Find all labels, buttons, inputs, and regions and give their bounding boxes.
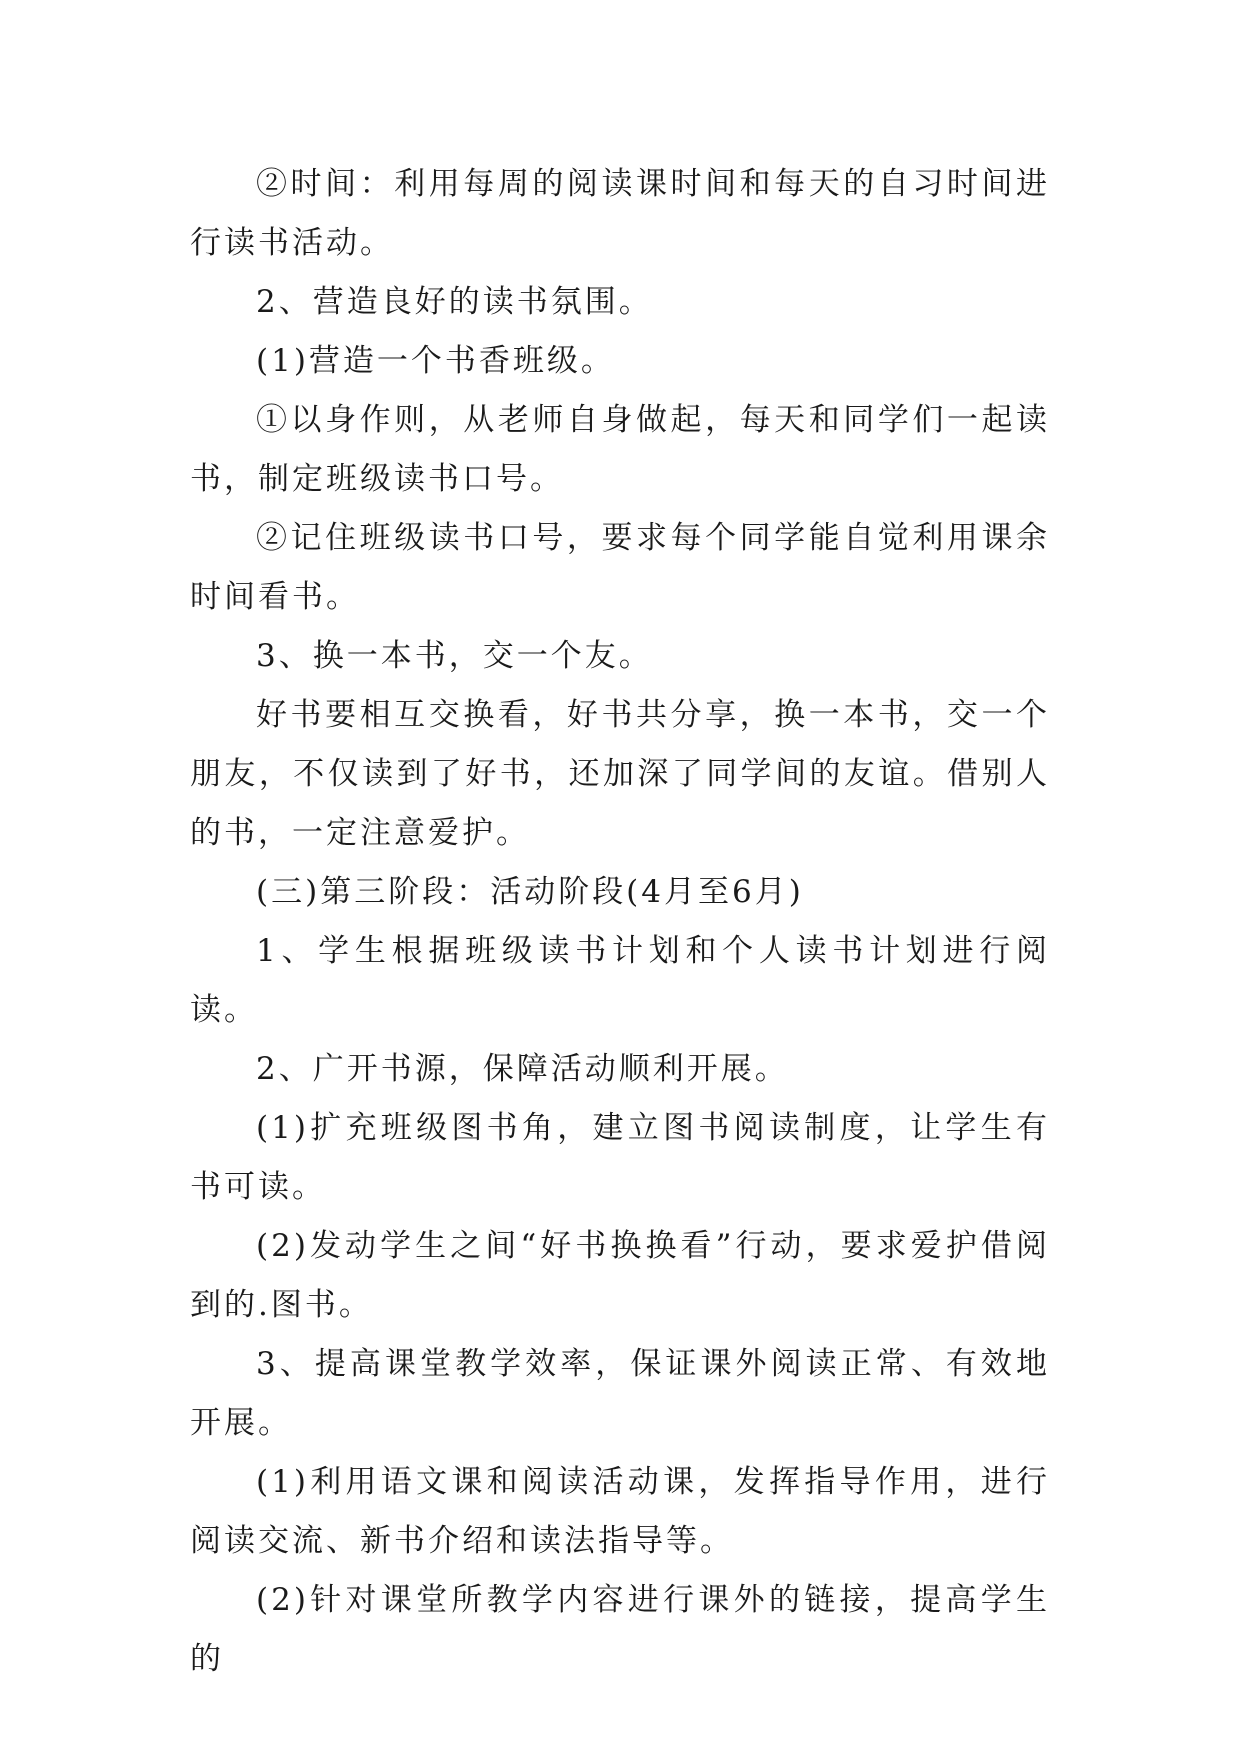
paragraph-chinese-class: (1)利用语文课和阅读活动课，发挥指导作用，进行阅读交流、新书介绍和读法指导等。: [190, 1464, 1050, 1559]
paragraph-reading-plan: 1、学生根据班级读书计划和个人读书计划进行阅读。: [190, 933, 1050, 1028]
paragraph-extracurricular-link: (2)针对课堂所教学内容进行课外的链接，提高学生的: [190, 1582, 1050, 1677]
paragraph-slogan: ②记住班级读书口号，要求每个同学能自觉利用课余时间看书。: [190, 520, 1050, 615]
document-body: [190, 155, 1050, 1689]
paragraph-book-corner: (1)扩充班级图书角，建立图书阅读制度，让学生有书可读。: [190, 1110, 1050, 1205]
paragraph-subheading-class: (1)营造一个书香班级。: [256, 343, 615, 379]
paragraph-book-swap: (2)发动学生之间“好书换换看”行动，要求爱护借阅到的.图书。: [190, 1228, 1050, 1323]
paragraph-stage-three: (三)第三阶段：活动阶段(4月至6月): [256, 874, 804, 910]
paragraph-exchange-detail: 好书要相互交换看，好书共分享，换一本书，交一个朋友，不仅读到了好书，还加深了同学间的友谊。借别人的书，一定注意爱护。: [190, 697, 1050, 851]
paragraph-heading-atmosphere: 2、营造良好的读书氛围。: [256, 284, 653, 320]
paragraph-heading-exchange: 3、换一本书，交一个友。: [256, 638, 653, 674]
paragraph-classroom-efficiency: 3、提高课堂教学效率，保证课外阅读正常、有效地开展。: [190, 1346, 1050, 1441]
paragraph-time: ②时间：利用每周的阅读课时间和每天的自习时间进行读书活动。: [190, 166, 1050, 261]
paragraph-book-sources: 2、广开书源，保障活动顺利开展。: [256, 1051, 789, 1087]
paragraph-lead-by-example: ①以身作则，从老师自身做起，每天和同学们一起读书，制定班级读书口号。: [190, 402, 1050, 497]
